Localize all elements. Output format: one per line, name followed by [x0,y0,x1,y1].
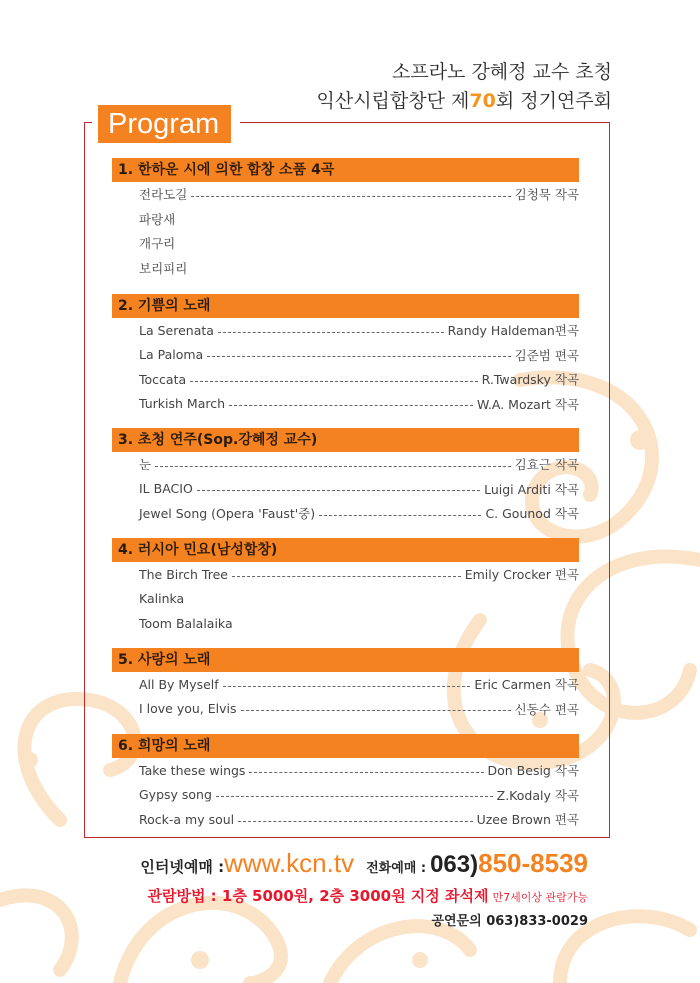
item-composer: Don Besig 작곡 [487,763,579,779]
program-section-6 [112,734,579,832]
item-composer: Emily Crocker 편곡 [464,567,579,583]
item-title: Toccata [139,371,187,387]
program-item [139,367,579,392]
program-item [139,207,579,232]
internet-booking-label: 인터넷예매 : [140,858,225,876]
item-title: Gypsy song [139,787,212,803]
item-title: Rock-a my soul [139,811,235,827]
item-title: Kalinka [139,591,185,607]
item-title: La Serenata [139,322,214,338]
dotted-leader [197,490,480,491]
item-composer: 김청묵 작곡 [514,187,579,203]
program-item [139,231,579,256]
program-item [139,318,579,343]
item-composer: Uzee Brown 편곡 [476,812,579,828]
section-items [112,452,579,526]
item-title: Turkish March [139,396,226,412]
item-composer: Randy Haldeman편곡 [447,323,579,339]
program-item [139,343,579,368]
item-title: La Paloma [139,347,204,363]
dotted-leader [249,772,483,773]
section-items [112,318,579,416]
program-item [139,611,579,636]
booking-url-link[interactable]: www.kcn.tv [224,848,355,878]
program-item [139,758,579,783]
concert-header [317,58,613,116]
program-section-1 [112,158,579,280]
item-title: Take these wings [139,762,246,778]
dotted-leader [232,576,461,577]
item-title: 개구리 [139,236,176,252]
program-section-2 [112,294,579,416]
item-composer: Z.Kodaly 작곡 [496,787,579,803]
item-title: 전라도길 [139,187,188,203]
header-title-number: 70 [469,90,496,112]
phone-number: 850-8539 [478,848,588,878]
program-item [139,807,579,832]
item-composer: 김효근 작곡 [514,457,579,473]
section-items [112,672,579,721]
phone-booking-label: 전화예매 : [366,861,427,876]
program-item [139,587,579,612]
item-title: 파랑새 [139,211,176,227]
dotted-leader [218,332,444,333]
item-composer: Eric Carmen 작곡 [474,677,579,693]
section-heading: 5. 사랑의 노래 [112,648,579,672]
item-title: Toom Balalaika [139,615,233,631]
program-item [139,697,579,722]
section-heading: 2. 기쁨의 노래 [112,294,579,318]
program-item [139,501,579,526]
program-item [139,256,579,281]
program-title: Program [98,105,231,143]
program-item [139,452,579,477]
program-item [139,783,579,808]
item-composer: W.A. Mozart 작곡 [477,396,579,412]
phone-area-code: 063) [430,851,479,878]
item-composer: C. Gounod 작곡 [485,506,579,522]
program-section-5 [112,648,579,721]
item-title: Jewel Song (Opera 'Faust'중) [139,506,316,522]
item-title: IL BACIO [139,481,193,497]
item-title: All By Myself [139,676,219,692]
section-heading: 3. 초청 연주(Sop.강혜정 교수) [112,428,579,452]
admission-info [147,885,588,906]
dotted-leader [223,686,471,687]
header-title-suffix: 회 정기연주회 [495,90,612,112]
item-composer: Luigi Arditi 작곡 [484,481,579,497]
program-item [139,392,579,417]
dotted-leader [190,381,478,382]
booking-info [140,848,588,888]
dotted-leader [207,356,510,357]
program-item [139,562,579,587]
section-items [112,758,579,832]
dotted-leader [191,196,510,197]
item-title: 보리피리 [139,260,188,276]
dotted-leader [216,796,493,797]
dotted-leader [229,405,473,406]
program-section-4 [112,538,579,636]
dotted-leader [241,710,511,711]
admission-text: 관람방법 : 1층 5000원, 2층 3000원 지정 좌석제 [147,887,489,905]
dotted-leader [238,821,472,822]
item-composer: 신동수 편곡 [514,701,579,717]
item-title: The Birch Tree [139,566,228,582]
section-heading: 1. 한하운 시에 의한 합창 소품 4곡 [112,158,579,182]
header-title-prefix: 익산시립합창단 제 [316,90,470,112]
item-composer: R.Twardsky 작곡 [481,372,579,388]
item-title: 눈 [139,457,152,473]
section-items [112,562,579,636]
header-title [317,87,613,116]
program-item [139,477,579,502]
item-title: I love you, Elvis [139,701,237,717]
dotted-leader [155,466,511,467]
program-item [139,182,579,207]
age-note: 만7세이상 관람가능 [492,891,588,904]
section-heading: 4. 러시아 민요(남성합창) [112,538,579,562]
dotted-leader [319,515,481,516]
program-item [139,672,579,697]
section-items [112,182,579,280]
header-subtitle: 소프라노 강혜정 교수 초청 [391,61,612,83]
item-composer: 김준범 편곡 [514,347,579,363]
inquiry-info: 공연문의 063)833-0029 [431,914,588,929]
section-heading: 6. 희망의 노래 [112,734,579,758]
program-section-3 [112,428,579,526]
